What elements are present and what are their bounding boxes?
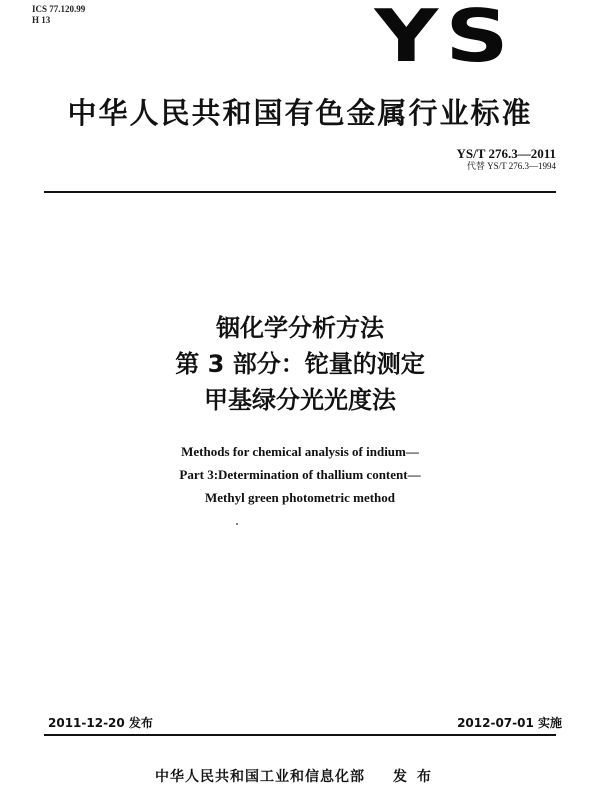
issue-date: 2011-12-20 发布 xyxy=(48,716,153,730)
chinese-title xyxy=(0,310,600,418)
english-title-line-3: Methyl green photometric method xyxy=(204,490,396,505)
ys-logo: YS xyxy=(374,0,516,78)
top-divider xyxy=(44,191,556,193)
ics-code: ICS 77.120.99 xyxy=(32,4,86,14)
english-title xyxy=(0,440,600,509)
chinese-title-line-3: 甲基绿分光光度法 xyxy=(204,386,396,414)
scan-speck xyxy=(236,523,238,525)
classification-codes xyxy=(32,4,85,26)
industry-standard-title: 中华人民共和国有色金属行业标准 xyxy=(67,96,533,130)
implementation-date: 2012-07-01 实施 xyxy=(457,716,562,730)
replaces-standard: 代替 YS/T 276.3—1994 xyxy=(466,161,556,171)
chinese-title-line-2: 第 3 部分：铊量的测定 xyxy=(175,350,425,378)
publisher-line xyxy=(155,766,441,786)
ccs-code: H 13 xyxy=(32,15,51,25)
standard-number-block xyxy=(457,146,556,172)
bottom-divider xyxy=(44,734,556,736)
english-title-line-2: Part 3:Determination of thallium content— xyxy=(179,467,421,482)
chinese-title-line-1: 铟化学分析方法 xyxy=(216,314,384,342)
english-title-line-1: Methods for chemical analysis of indium— xyxy=(181,444,419,459)
standard-number: YS/T 276.3—2011 xyxy=(456,146,556,161)
publisher-action: 发布 xyxy=(393,769,441,785)
publisher-name: 中华人民共和国工业和信息化部 xyxy=(155,769,365,785)
